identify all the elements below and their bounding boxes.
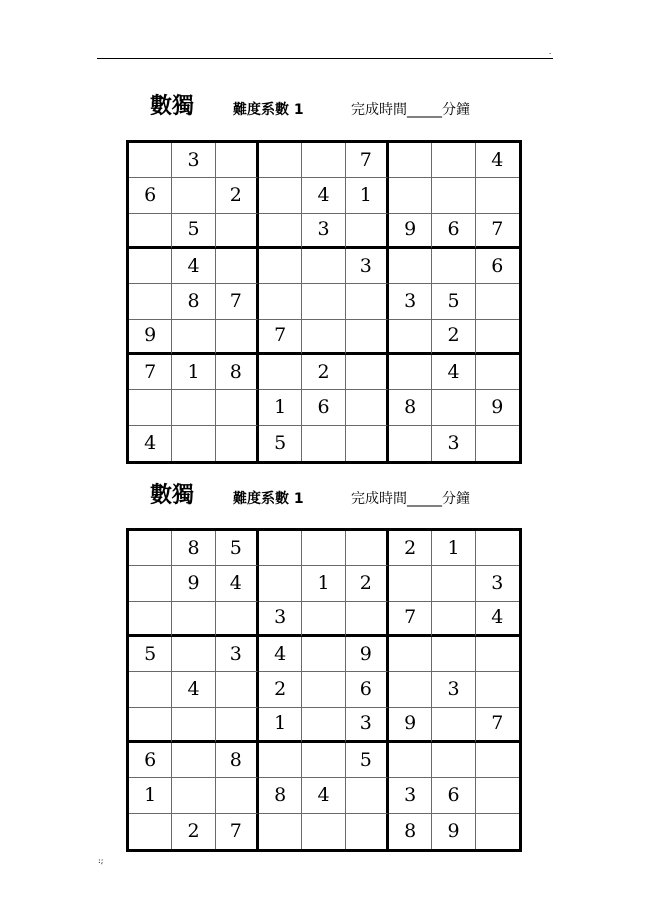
bottom-mark: :; — [98, 856, 104, 865]
sudoku-cell: 8 — [216, 743, 259, 778]
time-label: 完成時間 — [351, 102, 407, 118]
sudoku-cell — [346, 390, 389, 425]
time-unit: 分鐘 — [442, 491, 470, 507]
difficulty-value: 1 — [293, 491, 304, 507]
puzzle-2-difficulty — [233, 490, 304, 508]
sudoku-cell: 2 — [216, 178, 259, 213]
sudoku-cell: 7 — [129, 355, 172, 390]
sudoku-cell — [302, 320, 345, 355]
sudoku-cell — [476, 355, 519, 390]
sudoku-cell — [302, 284, 345, 319]
time-blank: _____ — [407, 102, 442, 118]
sudoku-cell — [129, 284, 172, 319]
sudoku-cell: 8 — [389, 814, 432, 849]
sudoku-cell — [476, 672, 519, 707]
sudoku-cell — [259, 143, 302, 178]
sudoku-cell — [259, 214, 302, 249]
sudoku-cell: 3 — [302, 214, 345, 249]
sudoku-cell — [389, 178, 432, 213]
sudoku-cell: 8 — [172, 284, 215, 319]
sudoku-cell: 6 — [432, 214, 475, 249]
sudoku-cell: 3 — [432, 672, 475, 707]
top-mark: · — [549, 50, 552, 58]
sudoku-cell — [389, 426, 432, 461]
sudoku-cell — [172, 426, 215, 461]
sudoku-cell — [216, 214, 259, 249]
sudoku-cell — [302, 531, 345, 566]
sudoku-cell — [259, 178, 302, 213]
sudoku-cell: 5 — [129, 637, 172, 672]
sudoku-cell — [432, 637, 475, 672]
sudoku-cell: 4 — [172, 249, 215, 284]
sudoku-cell: 8 — [216, 355, 259, 390]
sudoku-cell: 6 — [476, 249, 519, 284]
sudoku-cell: 2 — [302, 355, 345, 390]
sudoku-cell: 5 — [432, 284, 475, 319]
sudoku-cell — [129, 602, 172, 637]
sudoku-cell — [216, 778, 259, 813]
sudoku-cell: 9 — [129, 320, 172, 355]
sudoku-cell — [476, 284, 519, 319]
sudoku-cell — [259, 743, 302, 778]
sudoku-cell — [389, 320, 432, 355]
sudoku-cell: 1 — [172, 355, 215, 390]
sudoku-cell — [389, 743, 432, 778]
sudoku-cell: 1 — [302, 566, 345, 601]
sudoku-grid-1 — [126, 140, 522, 464]
sudoku-cell — [302, 426, 345, 461]
sudoku-cell — [216, 426, 259, 461]
sudoku-cell: 4 — [476, 602, 519, 637]
sudoku-cell: 5 — [346, 743, 389, 778]
sudoku-cell — [172, 320, 215, 355]
sudoku-cell — [432, 743, 475, 778]
sudoku-cell — [129, 249, 172, 284]
sudoku-cell — [172, 743, 215, 778]
sudoku-cell: 2 — [346, 566, 389, 601]
sudoku-cell: 5 — [259, 426, 302, 461]
sudoku-cell: 6 — [129, 743, 172, 778]
sudoku-cell — [346, 284, 389, 319]
sudoku-cell — [476, 778, 519, 813]
puzzle-1-title: 數獨 — [150, 94, 195, 119]
sudoku-cell: 5 — [172, 214, 215, 249]
sudoku-cell: 6 — [432, 778, 475, 813]
sudoku-cell — [432, 249, 475, 284]
time-label: 完成時間 — [351, 491, 407, 507]
sudoku-cell: 4 — [476, 143, 519, 178]
sudoku-cell — [172, 602, 215, 637]
sudoku-cell: 3 — [346, 708, 389, 743]
sudoku-cell — [432, 708, 475, 743]
sudoku-cell: 1 — [432, 531, 475, 566]
puzzle-2-time — [351, 490, 470, 508]
sudoku-cell: 3 — [346, 249, 389, 284]
sudoku-cell — [346, 426, 389, 461]
difficulty-value: 1 — [293, 102, 304, 118]
sudoku-cell: 9 — [389, 708, 432, 743]
puzzle-1-header — [150, 94, 550, 124]
sudoku-cell: 7 — [346, 143, 389, 178]
sudoku-cell: 8 — [259, 778, 302, 813]
sudoku-cell: 3 — [216, 637, 259, 672]
sudoku-cell — [302, 249, 345, 284]
sudoku-cell: 1 — [346, 178, 389, 213]
sudoku-cell — [302, 708, 345, 743]
sudoku-cell: 4 — [432, 355, 475, 390]
sudoku-cell — [172, 778, 215, 813]
sudoku-cell — [259, 566, 302, 601]
sudoku-cell — [216, 390, 259, 425]
sudoku-cell — [346, 214, 389, 249]
sudoku-cell — [172, 390, 215, 425]
sudoku-cell: 6 — [346, 672, 389, 707]
sudoku-cell — [129, 214, 172, 249]
puzzle-1-time — [351, 101, 470, 119]
sudoku-cell — [476, 426, 519, 461]
sudoku-cell — [346, 320, 389, 355]
sudoku-cell: 7 — [216, 814, 259, 849]
sudoku-cell — [432, 143, 475, 178]
sudoku-cell — [389, 249, 432, 284]
sudoku-cell — [129, 672, 172, 707]
sudoku-cell: 9 — [172, 566, 215, 601]
sudoku-cell — [389, 143, 432, 178]
sudoku-cell: 1 — [129, 778, 172, 813]
sudoku-cell: 4 — [259, 637, 302, 672]
sudoku-cell — [129, 814, 172, 849]
sudoku-cell — [129, 566, 172, 601]
sudoku-cell: 2 — [389, 531, 432, 566]
sudoku-cell — [346, 814, 389, 849]
sudoku-cell: 7 — [476, 214, 519, 249]
sudoku-cell: 4 — [302, 778, 345, 813]
sudoku-cell: 3 — [389, 284, 432, 319]
sudoku-cell — [346, 602, 389, 637]
sudoku-cell — [216, 708, 259, 743]
sudoku-cell — [476, 637, 519, 672]
sudoku-cell: 9 — [389, 214, 432, 249]
sudoku-cell: 9 — [476, 390, 519, 425]
sudoku-cell: 4 — [129, 426, 172, 461]
sudoku-cell: 7 — [389, 602, 432, 637]
sudoku-cell — [172, 637, 215, 672]
sudoku-cell — [346, 778, 389, 813]
sudoku-cell — [129, 531, 172, 566]
sudoku-cell — [259, 284, 302, 319]
sudoku-cell — [476, 531, 519, 566]
sudoku-cell — [432, 178, 475, 213]
sudoku-cell: 8 — [389, 390, 432, 425]
sudoku-cell: 9 — [432, 814, 475, 849]
sudoku-cell: 7 — [476, 708, 519, 743]
sudoku-cell — [302, 143, 345, 178]
sudoku-cell — [129, 708, 172, 743]
sudoku-cell: 3 — [172, 143, 215, 178]
puzzle-2-header — [150, 483, 550, 513]
sudoku-cell — [302, 672, 345, 707]
sudoku-cell — [216, 672, 259, 707]
sudoku-cell — [172, 708, 215, 743]
top-rule-line — [97, 58, 553, 59]
time-blank: _____ — [407, 491, 442, 507]
sudoku-cell — [432, 566, 475, 601]
sudoku-cell — [389, 355, 432, 390]
sudoku-cell: 7 — [259, 320, 302, 355]
sudoku-cell: 6 — [302, 390, 345, 425]
sudoku-cell — [302, 602, 345, 637]
sudoku-cell — [302, 637, 345, 672]
sudoku-cell — [302, 814, 345, 849]
sudoku-cell — [389, 566, 432, 601]
sudoku-grid-2 — [126, 528, 522, 852]
sudoku-cell: 2 — [172, 814, 215, 849]
sudoku-cell — [129, 390, 172, 425]
sudoku-cell: 3 — [389, 778, 432, 813]
sudoku-cell — [216, 143, 259, 178]
difficulty-label: 難度系數 — [233, 491, 289, 507]
sudoku-cell — [389, 672, 432, 707]
sudoku-cell — [432, 390, 475, 425]
sudoku-cell — [259, 249, 302, 284]
sudoku-cell: 1 — [259, 708, 302, 743]
sudoku-cell — [476, 320, 519, 355]
sudoku-cell: 3 — [432, 426, 475, 461]
sudoku-cell — [302, 743, 345, 778]
difficulty-label: 難度系數 — [233, 102, 289, 118]
puzzle-1-difficulty — [233, 101, 304, 119]
sudoku-cell: 5 — [216, 531, 259, 566]
sudoku-cell — [346, 531, 389, 566]
sudoku-cell — [129, 143, 172, 178]
sudoku-cell — [216, 320, 259, 355]
sudoku-cell: 4 — [216, 566, 259, 601]
sudoku-cell: 9 — [346, 637, 389, 672]
sudoku-cell — [216, 249, 259, 284]
sudoku-cell: 4 — [172, 672, 215, 707]
sudoku-cell: 3 — [476, 566, 519, 601]
sudoku-cell — [476, 814, 519, 849]
sudoku-cell — [389, 637, 432, 672]
sudoku-cell — [346, 355, 389, 390]
sudoku-cell: 2 — [259, 672, 302, 707]
sudoku-cell — [432, 602, 475, 637]
sudoku-cell — [476, 178, 519, 213]
sudoku-cell — [172, 178, 215, 213]
sudoku-cell: 2 — [432, 320, 475, 355]
sudoku-cell: 4 — [302, 178, 345, 213]
sudoku-cell: 8 — [172, 531, 215, 566]
sudoku-cell — [259, 814, 302, 849]
sudoku-cell — [476, 743, 519, 778]
sudoku-cell: 7 — [216, 284, 259, 319]
sudoku-cell: 6 — [129, 178, 172, 213]
sudoku-cell — [216, 602, 259, 637]
sudoku-cell: 3 — [259, 602, 302, 637]
sudoku-cell — [259, 355, 302, 390]
time-unit: 分鐘 — [442, 102, 470, 118]
sudoku-cell — [259, 531, 302, 566]
puzzle-2-title: 數獨 — [150, 483, 195, 508]
sudoku-cell: 1 — [259, 390, 302, 425]
